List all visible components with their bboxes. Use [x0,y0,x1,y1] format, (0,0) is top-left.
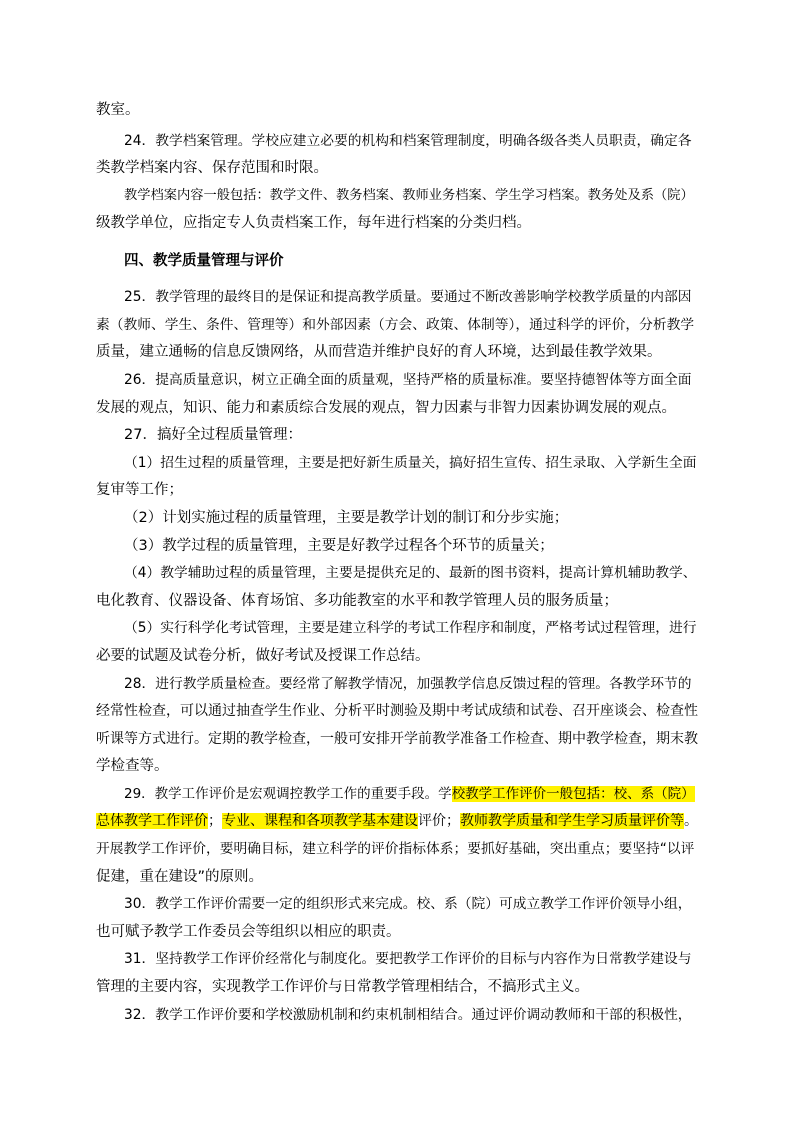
text-line: 教室。 [96,102,140,118]
text-line: （5）实行科学化考试管理，主要是建立科学的考试工作程序和制度，严格考试过程管理，进行 [124,620,697,636]
text-line: 24．教学档案管理。学校应建立必要的机构和档案管理制度，明确各级各类人员职责，确定各 [124,133,692,149]
text-line [124,784,695,804]
text-line: 电化教育、仪器设备、体育场馆、多功能教室的水平和教学管理人员的服务质量； [96,593,618,609]
text-line: 必要的试题及试卷分析，做好考试及授课工作总结。 [96,648,430,664]
text-line: 开展教学工作评价，要明确目标，建立科学的评价指标体系；要抓好基础，突出重点；要坚持“以评 [96,841,695,857]
text-line [96,811,698,831]
highlighted-text: 总体教学工作评价 [96,813,208,829]
text-line: 教学档案内容一般包括：教学文件、教务档案、教师业务档案、学生学习档案。教务处及系（院） [124,188,694,203]
text-line: 听课等方式进行。定期的教学检查，一般可安排开学前教学准备工作检查、期中教学检查，期末教 [96,731,698,747]
highlighted-text: 教师教学质量和学生学习质量评价等 [460,813,684,829]
text-line: 26．提高质量意识，树立正确全面的质量观，坚持严格的质量标准。要坚持德智体等方面全面 [124,372,692,388]
text-line: 管理的主要内容，实现教学工作评价与日常教学管理相结合，不搞形式主义。 [96,979,589,995]
text-line: 也可赋予教学工作委员会等组织以相应的职责。 [96,924,401,940]
text-line: （4）教学辅助过程的质量管理，主要是提供充足的、最新的图书资料，提高计算机辅助教学、 [124,565,697,581]
highlighted-text: 专业、课程和各项教学基本建设 [222,813,418,829]
text-line: 31．坚持教学工作评价经常化与制度化。要把教学工作评价的目标与内容作为日常教学建设与 [124,951,692,967]
text-line: （3）教学过程的质量管理，主要是好教学过程各个环节的质量关； [124,538,554,554]
text-line: 30．教学工作评价需要一定的组织形式来完成。校、系（院）可成立教学工作评价领导小组， [124,896,692,912]
text-line: （2）计划实施过程的质量管理，主要是教学计划的制订和分步实施； [124,510,569,526]
text-line: 25．教学管理的最终目的是保证和提高教学质量。要通过不断改善影响学校教学质量的内部因 [124,289,692,305]
text-line: 质量，建立通畅的信息反馈网络，从而营造并维护良好的育人环境，达到最佳教学效果。 [96,344,662,360]
text-run: 29．教学工作评价是宏观调控教学工作的重要手段。学 [124,786,452,802]
text-line: 类教学档案内容、保存范围和时限。 [96,160,328,176]
text-line: 28．进行教学质量检查。要经常了解教学情况，加强教学信息反馈过程的管理。各教学环节的 [124,676,692,692]
text-line: 复审等工作； [96,482,183,498]
text-line: 32．教学工作评价要和学校激励机制和约束机制相结合。通过评价调动教师和干部的积极性， [124,1007,692,1023]
text-run: 评价； [418,813,460,829]
text-line: 27．搞好全过程质量管理： [124,427,302,443]
text-run: 。 [684,813,698,829]
text-line: 学检查等。 [96,758,169,774]
text-run: ； [208,813,222,829]
section-heading: 四、教学质量管理与评价 [124,253,284,269]
text-line: 经常性检查，可以通过抽查学生作业、分析平时测验及期中考试成绩和试卷、召开座谈会、检查性 [96,703,698,719]
highlighted-text: 校教学工作评价一般包括：校、系（院） [451,786,695,802]
text-line: 素（教师、学生、条件、管理等）和外部因素（方会、政策、体制等），通过科学的评价，分析教学 [96,317,695,333]
text-line: 级教学单位，应指定专人负责档案工作，每年进行档案的分类归档。 [96,215,531,231]
text-line: 促建，重在建设”的原则。 [96,869,264,885]
text-line: （1）招生过程的质量管理，主要是把好新生质量关，搞好招生宣传、招生录取、入学新生全面 [124,455,697,471]
text-line: 发展的观点，知识、能力和素质综合发展的观点，智力因素与非智力因素协调发展的观点。 [96,400,676,416]
